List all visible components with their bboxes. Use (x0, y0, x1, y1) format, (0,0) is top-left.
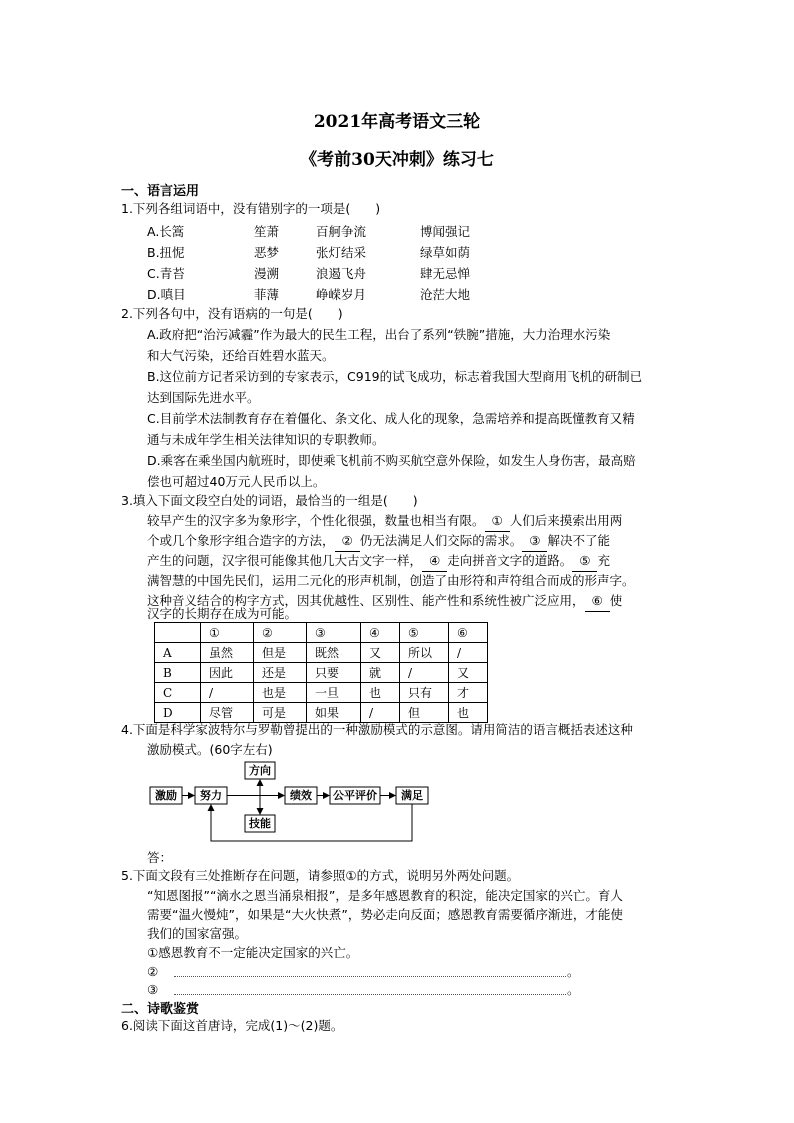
table-cell: ④ (361, 623, 400, 643)
node-performance: 绩效 (290, 789, 312, 802)
page-title: 2021年高考语文三轮 (313, 112, 481, 132)
answer-line-2[interactable] (174, 976, 566, 977)
table-cell: ① (201, 623, 254, 643)
table-cell: 还是 (254, 663, 307, 683)
page-subtitle: 《考前30天冲刺》练习七 (300, 150, 494, 170)
table-cell: 所以 (400, 643, 449, 663)
table-cell: C (155, 683, 201, 703)
q1-option-c-word2: 漫溯 (254, 266, 280, 281)
q5-passage-line3: 我们的国家富强。 (147, 926, 248, 941)
table-cell: 尽管 (201, 703, 254, 723)
table-cell: 只有 (400, 683, 449, 703)
q2-option-b-line2: 达到国际先进水平。 (147, 390, 260, 405)
blank-5: ⑤ (572, 551, 597, 572)
q5-item-3-label: ③ (147, 982, 159, 997)
q5-passage-line2: 需要“温火慢炖”，如果是“大火快煮”，势必走向反面；感恩教育需要循序渐进，才能使 (147, 907, 623, 922)
table-cell: D (155, 703, 201, 723)
table-cell: ⑤ (400, 623, 449, 643)
table-cell: / (361, 703, 400, 723)
q1-option-a-word2: 笙萧 (254, 224, 280, 239)
blank-2: ② (335, 531, 360, 552)
q1-option-b-word4: 绿草如荫 (420, 245, 471, 260)
section-heading-poetry: 二、诗歌鉴赏 (121, 1002, 200, 1017)
node-incentive: 激励 (155, 789, 177, 802)
table-cell: 可是 (254, 703, 307, 723)
q4-stem-line1: 4.下面是科学家波特尔与罗勒曾提出的一种激励模式的示意图。请用简洁的语言概括表述这种 (121, 722, 633, 737)
node-satisfaction: 满足 (401, 789, 423, 802)
q4-answer-label: 答： (147, 850, 173, 865)
blank-6: ⑥ (585, 591, 610, 612)
table-cell: 才 (449, 683, 488, 703)
q5-example: ①感恩教育不一定能决定国家的兴亡。 (147, 945, 359, 960)
table-cell: 也 (361, 683, 400, 703)
table-cell: 也是 (254, 683, 307, 703)
q3-passage-line4: 满智慧的中国先民们，运用二元化的形声机制，创造了由形符和声符组合而成的形声字。 (147, 573, 635, 588)
table-cell: 只要 (307, 663, 361, 683)
q3-text: 个或几个象形字组合造字的方法， (147, 533, 335, 548)
q1-option-a-word3: 百舸争流 (316, 224, 367, 239)
q2-option-d-line1: D.乘客在乘坐国内航班时，即使乘飞机前不购买航空意外保险，如发生人身伤害，最高赔 (147, 453, 636, 468)
q2-option-c-line1: C.目前学术法制教育存在着僵化、条文化、成人化的现象，急需培养和提高既懂教育又精 (147, 411, 635, 426)
table-row (155, 683, 488, 703)
node-effort: 努力 (200, 789, 222, 802)
q1-stem: 1.下列各组词语中，没有错别字的一项是( ) (121, 201, 381, 216)
q5-item-2-label: ② (147, 964, 159, 979)
q3-text: 解决不了能 (547, 533, 610, 548)
q5-stem: 5.下面文段有三处推断存在问题，请参照①的方式，说明另外两处问题。 (121, 868, 520, 883)
table-cell: B (155, 663, 201, 683)
q1-option-d-word2: 菲薄 (254, 287, 280, 302)
answer-line-3[interactable] (174, 994, 566, 995)
q3-passage-line2 (147, 531, 610, 552)
q3-passage-line1 (147, 511, 622, 532)
q1-option-b-word3: 张灯结采 (316, 245, 367, 260)
table-cell: 既然 (307, 643, 361, 663)
q1-option-d-word4: 沧茫大地 (420, 287, 471, 302)
q3-stem: 3.填入下面文段空白处的词语，最恰当的一组是( ) (121, 493, 418, 508)
q5-passage-line1: “知恩图报”“滴水之恩当涌泉相报”，是多年感恩教育的积淀，能决定国家的兴亡。育人 (147, 888, 623, 903)
q3-passage-line6: 汉字的长期存在成为可能。 (147, 606, 298, 621)
q3-text: 使 (609, 593, 623, 608)
table-cell: / (201, 683, 254, 703)
q1-option-c-word4: 肆无忌惮 (420, 266, 471, 281)
q3-text: 人们后来摸索出用两 (509, 513, 623, 528)
q3-passage-line3 (147, 551, 610, 572)
node-direction: 方向 (249, 764, 271, 777)
table-cell: 又 (449, 663, 488, 683)
q4-stem-line2: 激励模式。(60字左右) (147, 742, 273, 757)
table-cell: 但是 (254, 643, 307, 663)
table-cell: / (449, 643, 488, 663)
q3-text: 较早产生的汉字多为象形字，个性化很强，数量也相当有限。 (147, 513, 485, 528)
q1-option-c-word1: C.青苔 (147, 266, 185, 281)
table-cell: 就 (361, 663, 400, 683)
node-fair-evaluation: 公平评价 (333, 789, 377, 802)
node-skill: 技能 (249, 817, 271, 830)
table-cell: 也 (449, 703, 488, 723)
section-heading-language: 一、语言运用 (121, 184, 200, 199)
q2-stem: 2.下列各句中，没有语病的一句是( ) (121, 306, 343, 321)
table-cell: 一旦 (307, 683, 361, 703)
q3-text: 仍无法满足人们交际的需求。 (359, 533, 523, 548)
incentive-model-diagram (140, 757, 440, 849)
blank-4: ④ (422, 551, 447, 572)
table-row (155, 643, 488, 663)
q3-text: 这种音义结合的构字方式，因其优越性、区别性、能产性和系统性被广泛应用， (147, 593, 585, 608)
q1-option-d-word3: 峥嵘岁月 (316, 287, 367, 302)
table-cell: ③ (307, 623, 361, 643)
q1-option-c-word3: 浪遏飞舟 (316, 266, 367, 281)
q5-item-2-end: 。 (567, 964, 580, 979)
table-cell: 如果 (307, 703, 361, 723)
q3-text: 产生的问题，汉字很可能像其他几大古文字一样， (147, 553, 423, 568)
q3-text: 走向拼音文字的道路。 (447, 553, 573, 568)
table-cell: ② (254, 623, 307, 643)
table-cell: 因此 (201, 663, 254, 683)
q1-option-a-word1: A.长篙 (147, 224, 185, 239)
table-cell: A (155, 643, 201, 663)
q1-option-d-word1: D.嗔目 (147, 287, 186, 302)
q1-option-a-word4: 博闻强记 (420, 224, 471, 239)
q3-answer-table (154, 622, 488, 723)
q1-option-b-word2: 恶梦 (254, 245, 280, 260)
blank-1: ① (485, 511, 510, 532)
q2-option-a-line2: 和大气污染，还给百姓碧水蓝天。 (147, 348, 335, 363)
q1-option-b-word1: B.扭怩 (147, 245, 185, 260)
table-cell: / (400, 663, 449, 683)
blank-3: ③ (522, 531, 547, 552)
table-row (155, 663, 488, 683)
table-cell: 虽然 (201, 643, 254, 663)
q2-option-b-line1: B.这位前方记者采访到的专家表示，C919的试飞成功，标志着我国大型商用飞机的研制已 (147, 369, 643, 384)
feedback-arrow (211, 804, 412, 841)
table-cell (155, 623, 201, 643)
q6-stem: 6.阅读下面这首唐诗，完成(1)～(2)题。 (121, 1018, 344, 1033)
q5-item-3-end: 。 (567, 982, 580, 997)
table-cell: ⑥ (449, 623, 488, 643)
table-cell: 但 (400, 703, 449, 723)
table-header-row (155, 623, 488, 643)
q2-option-d-line2: 偿也可超过40万元人民币以上。 (147, 474, 326, 489)
table-cell: 又 (361, 643, 400, 663)
q3-text: 充 (597, 553, 610, 568)
q2-option-c-line2: 通与未成年学生相关法律知识的专职教师。 (147, 432, 385, 447)
q2-option-a-line1: A.政府把“治污减霾”作为最大的民生工程，出台了系列“铁腕”措施，大力治理水污染 (147, 327, 611, 342)
